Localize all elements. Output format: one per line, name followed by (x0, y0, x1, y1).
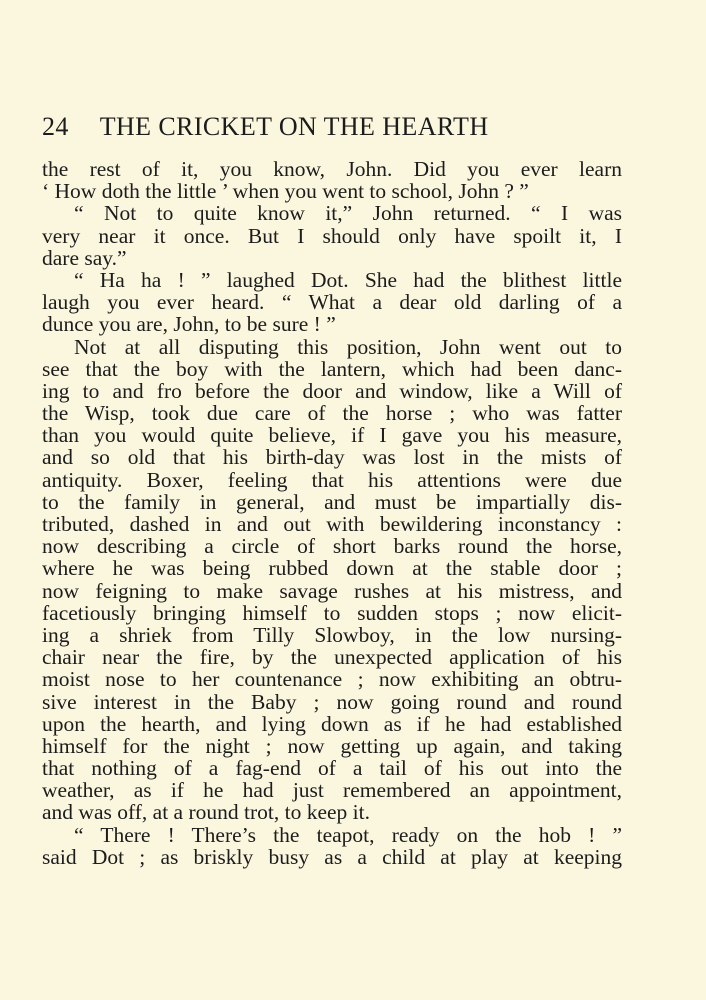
text-line: upon the hearth, and lying down as if he had established (42, 711, 622, 736)
text-line: antiquity. Boxer, feeling that his attentions were due (42, 467, 622, 492)
text-line: now describing a circle of short barks round the horse, (42, 534, 622, 559)
text-line: Not at all disputing this position, John went out to (74, 334, 622, 359)
text-line: and was off, at a round trot, to keep it. (42, 800, 370, 825)
text-line: and so old that his birth-day was lost in the mists of (42, 445, 622, 470)
text-line: chair near the fire, by the unexpected application of his (42, 645, 622, 670)
text-line: dunce you are, John, to be sure ! ” (42, 312, 336, 337)
text-line: “ Not to quite know it,” John returned. “ I was (74, 201, 622, 226)
text-line: sive interest in the Baby ; now going round and round (42, 689, 622, 714)
text-line: very near it once. But I should only have spoilt it, I (42, 223, 622, 248)
text-line: that nothing of a fag-end of a tail of his out into the (42, 756, 622, 781)
text-line: “ Ha ha ! ” laughed Dot. She had the blithest little (74, 267, 622, 292)
body-text (42, 158, 622, 868)
text-line: now feigning to make savage rushes at his mistress, and (42, 578, 622, 603)
text-line: see that the boy with the lantern, which had been danc- (42, 356, 622, 381)
text-line: ing a shriek from Tilly Slowboy, in the low nursing- (42, 622, 622, 647)
text-line: said Dot ; as briskly busy as a child at play at keeping (42, 844, 622, 869)
text-line: where he was being rubbed down at the stable door ; (42, 556, 622, 581)
text-line: facetiously bringing himself to sudden stops ; now elicit- (42, 600, 622, 625)
text-line: weather, as if he had just remembered an appointment, (42, 778, 622, 803)
text-line: to the family in general, and must be impartially dis- (42, 489, 622, 514)
text-line: than you would quite believe, if I gave you his measure, (42, 423, 622, 448)
text-line: tributed, dashed in and out with bewildering inconstancy : (42, 512, 622, 536)
page-number: 24 (42, 112, 69, 141)
text-line: the rest of it, you know, John. Did you ever learn (42, 157, 622, 181)
text-line: laugh you ever heard. “ What a dear old darling of a (42, 290, 622, 315)
text-line: ‘ How doth the little ’ when you went to school, John ? ” (42, 179, 529, 204)
text-line: moist nose to her countenance ; now exhibiting an obtru- (42, 667, 622, 692)
text-line: himself for the night ; now getting up again, and taking (42, 733, 622, 758)
running-title: THE CRICKET ON THE HEARTH (99, 112, 489, 141)
text-line: the Wisp, took due care of the horse ; who was fatter (42, 401, 622, 426)
running-header (42, 112, 622, 148)
text-line: dare say.” (42, 245, 127, 270)
text-line: ing to and fro before the door and window, like a Will of (42, 378, 622, 403)
text-line: “ There ! There’s the teapot, ready on the hob ! ” (74, 822, 622, 847)
